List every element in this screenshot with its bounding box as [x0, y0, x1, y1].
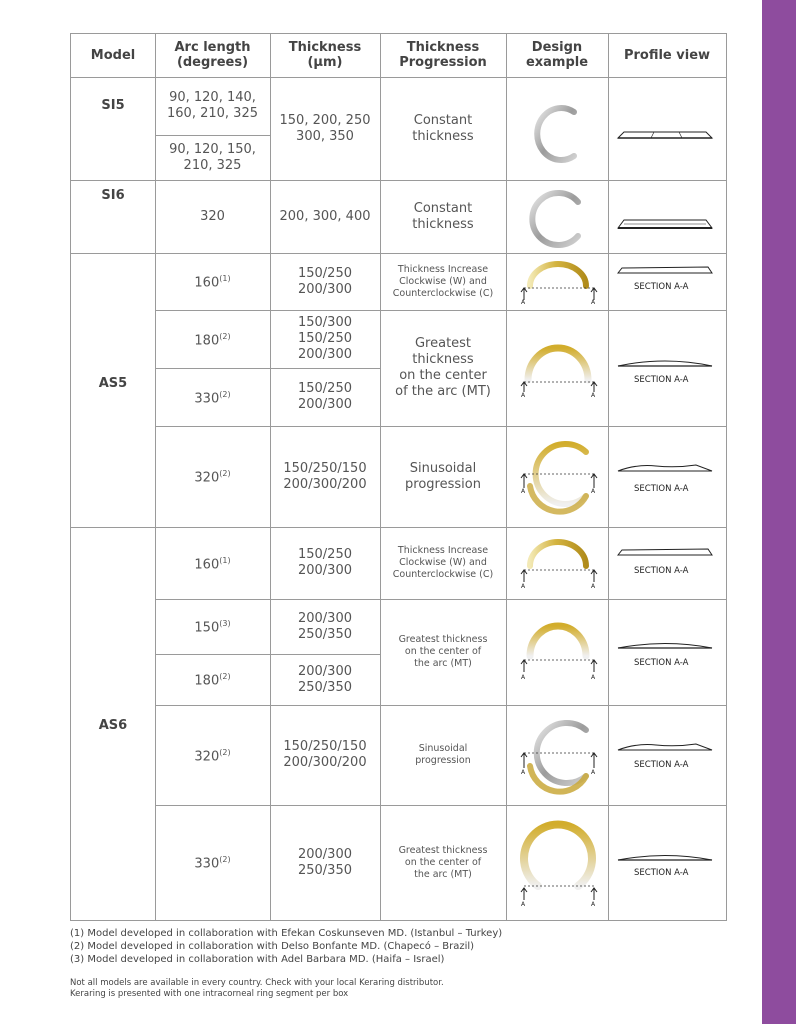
as5-progression-mt: Greatest thickness on the center of the arc (MT)	[395, 336, 491, 399]
arrow-label-a: A	[521, 488, 526, 495]
section-label: SECTION A-A	[634, 375, 689, 385]
model-as6: AS6	[98, 717, 128, 733]
arrow-label-a: A	[521, 583, 526, 590]
si-progression-2: Constant thickness	[412, 200, 474, 232]
arrow-label-a: A	[521, 392, 526, 399]
as6-sinusoidal-design-ring-image	[516, 716, 600, 796]
as5-160-profile-shape	[616, 264, 714, 276]
section-label: SECTION A-A	[634, 760, 689, 770]
as5-arc-180: 180$^{(2)}$	[194, 331, 231, 349]
header-profile-view: Profile view	[623, 47, 711, 63]
as5-thickness-330: 150/250 200/300	[297, 381, 352, 412]
as6-thickness-330: 200/300 250/350	[297, 846, 352, 878]
as6-progression-160: Thickness Increase Clockwise (W) and Counterclockwise (C)	[392, 545, 494, 580]
header-thickness: Thickness (µm)	[288, 40, 362, 70]
si5-design-ring-image	[526, 100, 586, 170]
arrow-label-a: A	[591, 901, 596, 908]
arrow-label-a: A	[521, 769, 526, 776]
si-progression-1: Constant thickness	[412, 112, 474, 144]
section-label: SECTION A-A	[634, 566, 689, 576]
as6-progression-mt-330: Greatest thickness on the center of the arc (MT)	[398, 844, 488, 880]
as6-sinusoidal-profile-shape	[616, 740, 714, 754]
si-thickness-2: 200, 300, 400	[279, 208, 371, 224]
arrow-label-a: A	[591, 583, 596, 590]
si6-design-ring-image	[526, 188, 586, 250]
as6-mt-profile-shape	[616, 638, 714, 652]
header-arc-length: Arc length (degrees)	[174, 40, 251, 70]
as6-mt-design-ring-image	[516, 612, 600, 682]
section-label: SECTION A-A	[634, 868, 689, 878]
as5-mt-profile-shape	[616, 356, 714, 370]
si6-arc-length-1: 90, 120, 150, 210, 325	[169, 141, 256, 173]
as6-330-profile-shape	[616, 850, 714, 864]
as5-thickness-320: 150/250/150 200/300/200	[283, 460, 367, 492]
arrow-label-a: A	[591, 488, 596, 495]
footnote-3: (3) Model developed in collaboration with Adel Barbara MD. (Haifa – Israel)	[70, 954, 445, 965]
header-design-example: Design example	[525, 40, 589, 70]
arrow-label-a: A	[591, 769, 596, 776]
footnote-1: (1) Model developed in collaboration with Efekan Coskunseven MD. (Istanbul – Turkey)	[70, 928, 503, 939]
as6-arc-150: 150$^{(3)}$	[194, 619, 231, 636]
as5-mt-design-ring-image	[516, 330, 600, 400]
header-thickness-progression: Thickness Progression	[399, 40, 487, 70]
si5-arc-length: 90, 120, 140, 160, 210, 325	[167, 90, 258, 121]
as5-progression-160: Thickness Increase Clockwise (W) and Counterclockwise (C)	[392, 263, 494, 299]
as5-arc-160: 160$^{(1)}$	[194, 274, 231, 291]
as5-160-design-ring-image	[516, 258, 600, 308]
as5-progression-sinusoidal: Sinusoidal progression	[405, 460, 481, 492]
si-thickness-1: 150, 200, 250 300, 350	[279, 112, 371, 144]
as5-arc-330: 330$^{(2)}$	[194, 389, 231, 407]
as6-330-design-ring-image	[514, 816, 602, 912]
as6-thickness-150: 200/300 250/350	[297, 610, 352, 642]
section-label: SECTION A-A	[634, 282, 689, 292]
as6-thickness-320: 150/250/150 200/300/200	[283, 739, 367, 770]
arrow-label-a: A	[591, 299, 596, 306]
si5-profile-shape	[616, 128, 714, 142]
arrow-label-a: A	[521, 674, 526, 681]
as6-thickness-180: 200/300 250/350	[297, 663, 352, 695]
purple-sidebar	[762, 0, 796, 1024]
section-label: SECTION A-A	[634, 658, 689, 668]
as6-160-design-ring-image	[516, 536, 600, 592]
header-model: Model	[90, 47, 136, 63]
as6-arc-330: 330$^{(2)}$	[194, 855, 231, 872]
packaging-note: Keraring is presented with one intracorneal ring segment per box	[70, 989, 349, 999]
as6-160-profile-shape	[616, 546, 714, 558]
si6-arc-length-2: 320	[200, 208, 225, 224]
availability-note: Not all models are available in every country. Check with your local Keraring distributor.	[70, 978, 444, 988]
arrow-label-a: A	[521, 901, 526, 908]
section-label: SECTION A-A	[634, 484, 689, 494]
footnote-2: (2) Model developed in collaboration with Delso Bonfante MD. (Chapecó – Brazil)	[70, 941, 475, 952]
as5-thickness-160: 150/250 200/300	[297, 265, 352, 297]
as5-sinusoidal-profile-shape	[616, 461, 714, 475]
as6-progression-mt: Greatest thickness on the center of the arc (MT)	[398, 634, 488, 669]
as6-arc-180: 180$^{(2)}$	[194, 672, 231, 689]
model-si6: SI6	[101, 187, 125, 203]
as5-arc-320: 320$^{(2)}$	[194, 469, 231, 486]
as5-thickness-180: 150/300 150/250 200/300	[297, 315, 352, 362]
as6-arc-160: 160$^{(1)}$	[194, 555, 231, 573]
arrow-label-a: A	[591, 392, 596, 399]
model-as5: AS5	[98, 375, 128, 391]
as6-progression-sinusoidal: Sinusoidal progression	[415, 743, 471, 766]
arrow-label-a: A	[591, 674, 596, 681]
as6-arc-320: 320$^{(2)}$	[194, 747, 231, 765]
as6-thickness-160: 150/250 200/300	[297, 547, 352, 578]
model-si5: SI5	[101, 97, 125, 113]
si6-profile-shape	[616, 216, 714, 232]
as5-sinusoidal-design-ring-image	[516, 436, 600, 518]
arrow-label-a: A	[521, 299, 526, 306]
